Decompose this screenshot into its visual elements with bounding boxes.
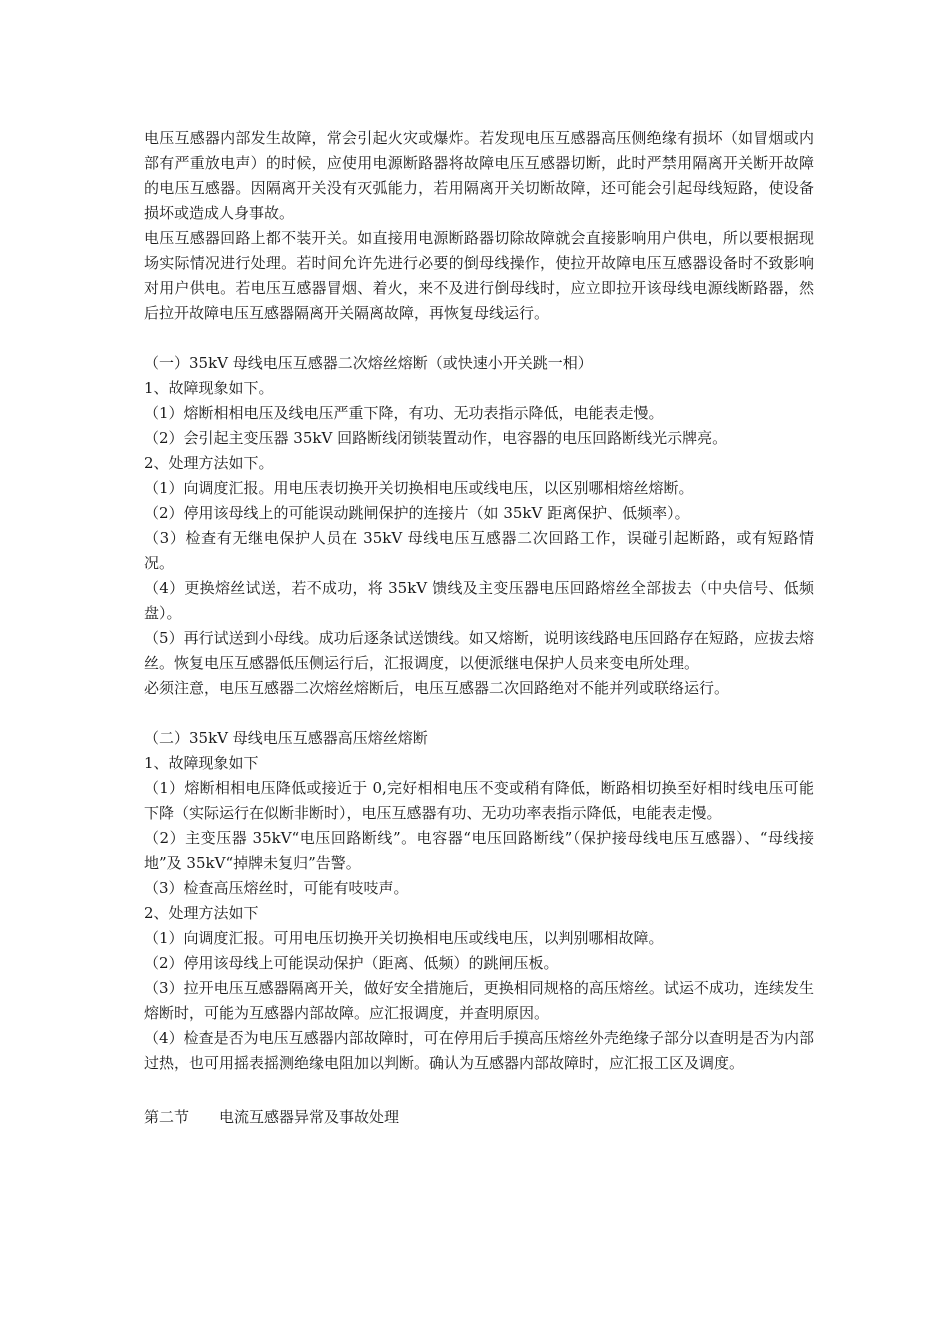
part1-symptom-item-1: （1）熔断相相电压及线电压严重下降，有功、无功表指示降低，电能表走慢。	[144, 404, 664, 422]
section-title: 第二节 电流互感器异常及事故处理	[144, 1108, 400, 1126]
part1-handling-heading: 2、处理方法如下。	[144, 454, 274, 472]
part2-handling-heading: 2、处理方法如下	[144, 904, 259, 922]
part1-handling-item-1: （1）向调度汇报。用电压表切换开关切换相电压或线电压，以区别哪相熔丝熔断。	[144, 479, 694, 497]
part1-handling-item-2: （2）停用该母线上的可能误动跳闸保护的连接片（如 35kV 距离保护、低频率）。	[144, 504, 690, 522]
intro-paragraph-2: 电压互感器回路上都不装开关。如直接用电源断路器切除故障就会直接影响用户供电，所以要根据现场实际情况进行处理。若时间允许先进行必要的倒母线操作，使拉开故障电压互感器设备时不致影响对用户供电。若电压互感器冒烟、着火，来不及进行倒母线时，应立即拉开该母线电源线断路器，然后拉开故障电压互感器隔离开关隔离故障，再恢复母线运行。	[144, 229, 814, 322]
part2-handling-item-2: （2）停用该母线上可能误动保护（距离、低频）的跳闸压板。	[144, 954, 559, 972]
part1-note: 必须注意，电压互感器二次熔丝熔断后，电压互感器二次回路绝对不能并列或联络运行。	[144, 679, 730, 697]
paragraph-gap	[144, 326, 814, 351]
part2-symptom-heading: 1、故障现象如下	[144, 754, 259, 772]
part2-handling-item-3: （3）拉开电压互感器隔离开关，做好安全措施后，更换相同规格的高压熔丝。试运不成功，连续发生熔断时，可能为互感器内部故障。应汇报调度，并查明原因。	[144, 979, 814, 1022]
part2-handling-item-1: （1）向调度汇报。可用电压切换开关切换相电压或线电压，以判别哪相故障。	[144, 929, 664, 947]
document-body	[144, 126, 814, 1130]
section-gap	[144, 1076, 814, 1105]
intro-paragraph-1: 电压互感器内部发生故障，常会引起火灾或爆炸。若发现电压互感器高压侧绝缘有损坏（如冒烟或内部有严重放电声）的时候，应使用电源断路器将故障电压互感器切断，此时严禁用隔离开关断开故障的电压互感器。因隔离开关没有灭弧能力，若用隔离开关切断故障，还可能会引起母线短路，使设备损坏或造成人身事故。	[144, 129, 814, 222]
part2-heading: （二）35kV 母线电压互感器高压熔丝熔断	[144, 729, 428, 747]
part1-handling-item-4: （4）更换熔丝试送，若不成功，将 35kV 馈线及主变压器电压回路熔丝全部拔去（中央信号、低频盘）。	[144, 579, 814, 622]
part1-handling-item-3: （3）检查有无继电保护人员在 35kV 母线电压互感器二次回路工作，误碰引起断路，或有短路情况。	[144, 529, 814, 572]
part2-symptom-item-1: （1）熔断相相电压降低或接近于 0,完好相相电压不变或稍有降低，断路相切换至好相时线电压可能下降（实际运行在似断非断时），电压互感器有功、无功功率表指示降低，电能表走慢。	[144, 779, 814, 822]
paragraph-gap	[144, 701, 814, 726]
part2-symptom-item-2: （2）主变压器 35kV“电压回路断线”。电容器“电压回路断线”（保护接母线电压互感器）、“母线接地”及 35kV“掉牌未复归”告警。	[144, 829, 814, 872]
part1-handling-item-5: （5）再行试送到小母线。成功后逐条试送馈线。如又熔断，说明该线路电压回路存在短路，应拔去熔丝。恢复电压互感器低压侧运行后，汇报调度，以便派继电保护人员来变电所处理。	[144, 629, 814, 672]
part1-symptom-item-2: （2）会引起主变压器 35kV 回路断线闭锁装置动作，电容器的电压回路断线光示牌亮。	[144, 429, 728, 447]
part1-symptom-heading: 1、故障现象如下。	[144, 379, 274, 397]
part2-symptom-item-3: （3）检查高压熔丝时，可能有吱吱声。	[144, 879, 409, 897]
part1-heading: （一）35kV 母线电压互感器二次熔丝熔断（或快速小开关跳一相）	[144, 354, 593, 372]
part2-handling-item-4: （4）检查是否为电压互感器内部故障时，可在停用后手摸高压熔丝外壳绝缘子部分以查明是否为内部过热，也可用摇表摇测绝缘电阻加以判断。确认为互感器内部故障时，应汇报工区及调度。	[144, 1029, 814, 1072]
